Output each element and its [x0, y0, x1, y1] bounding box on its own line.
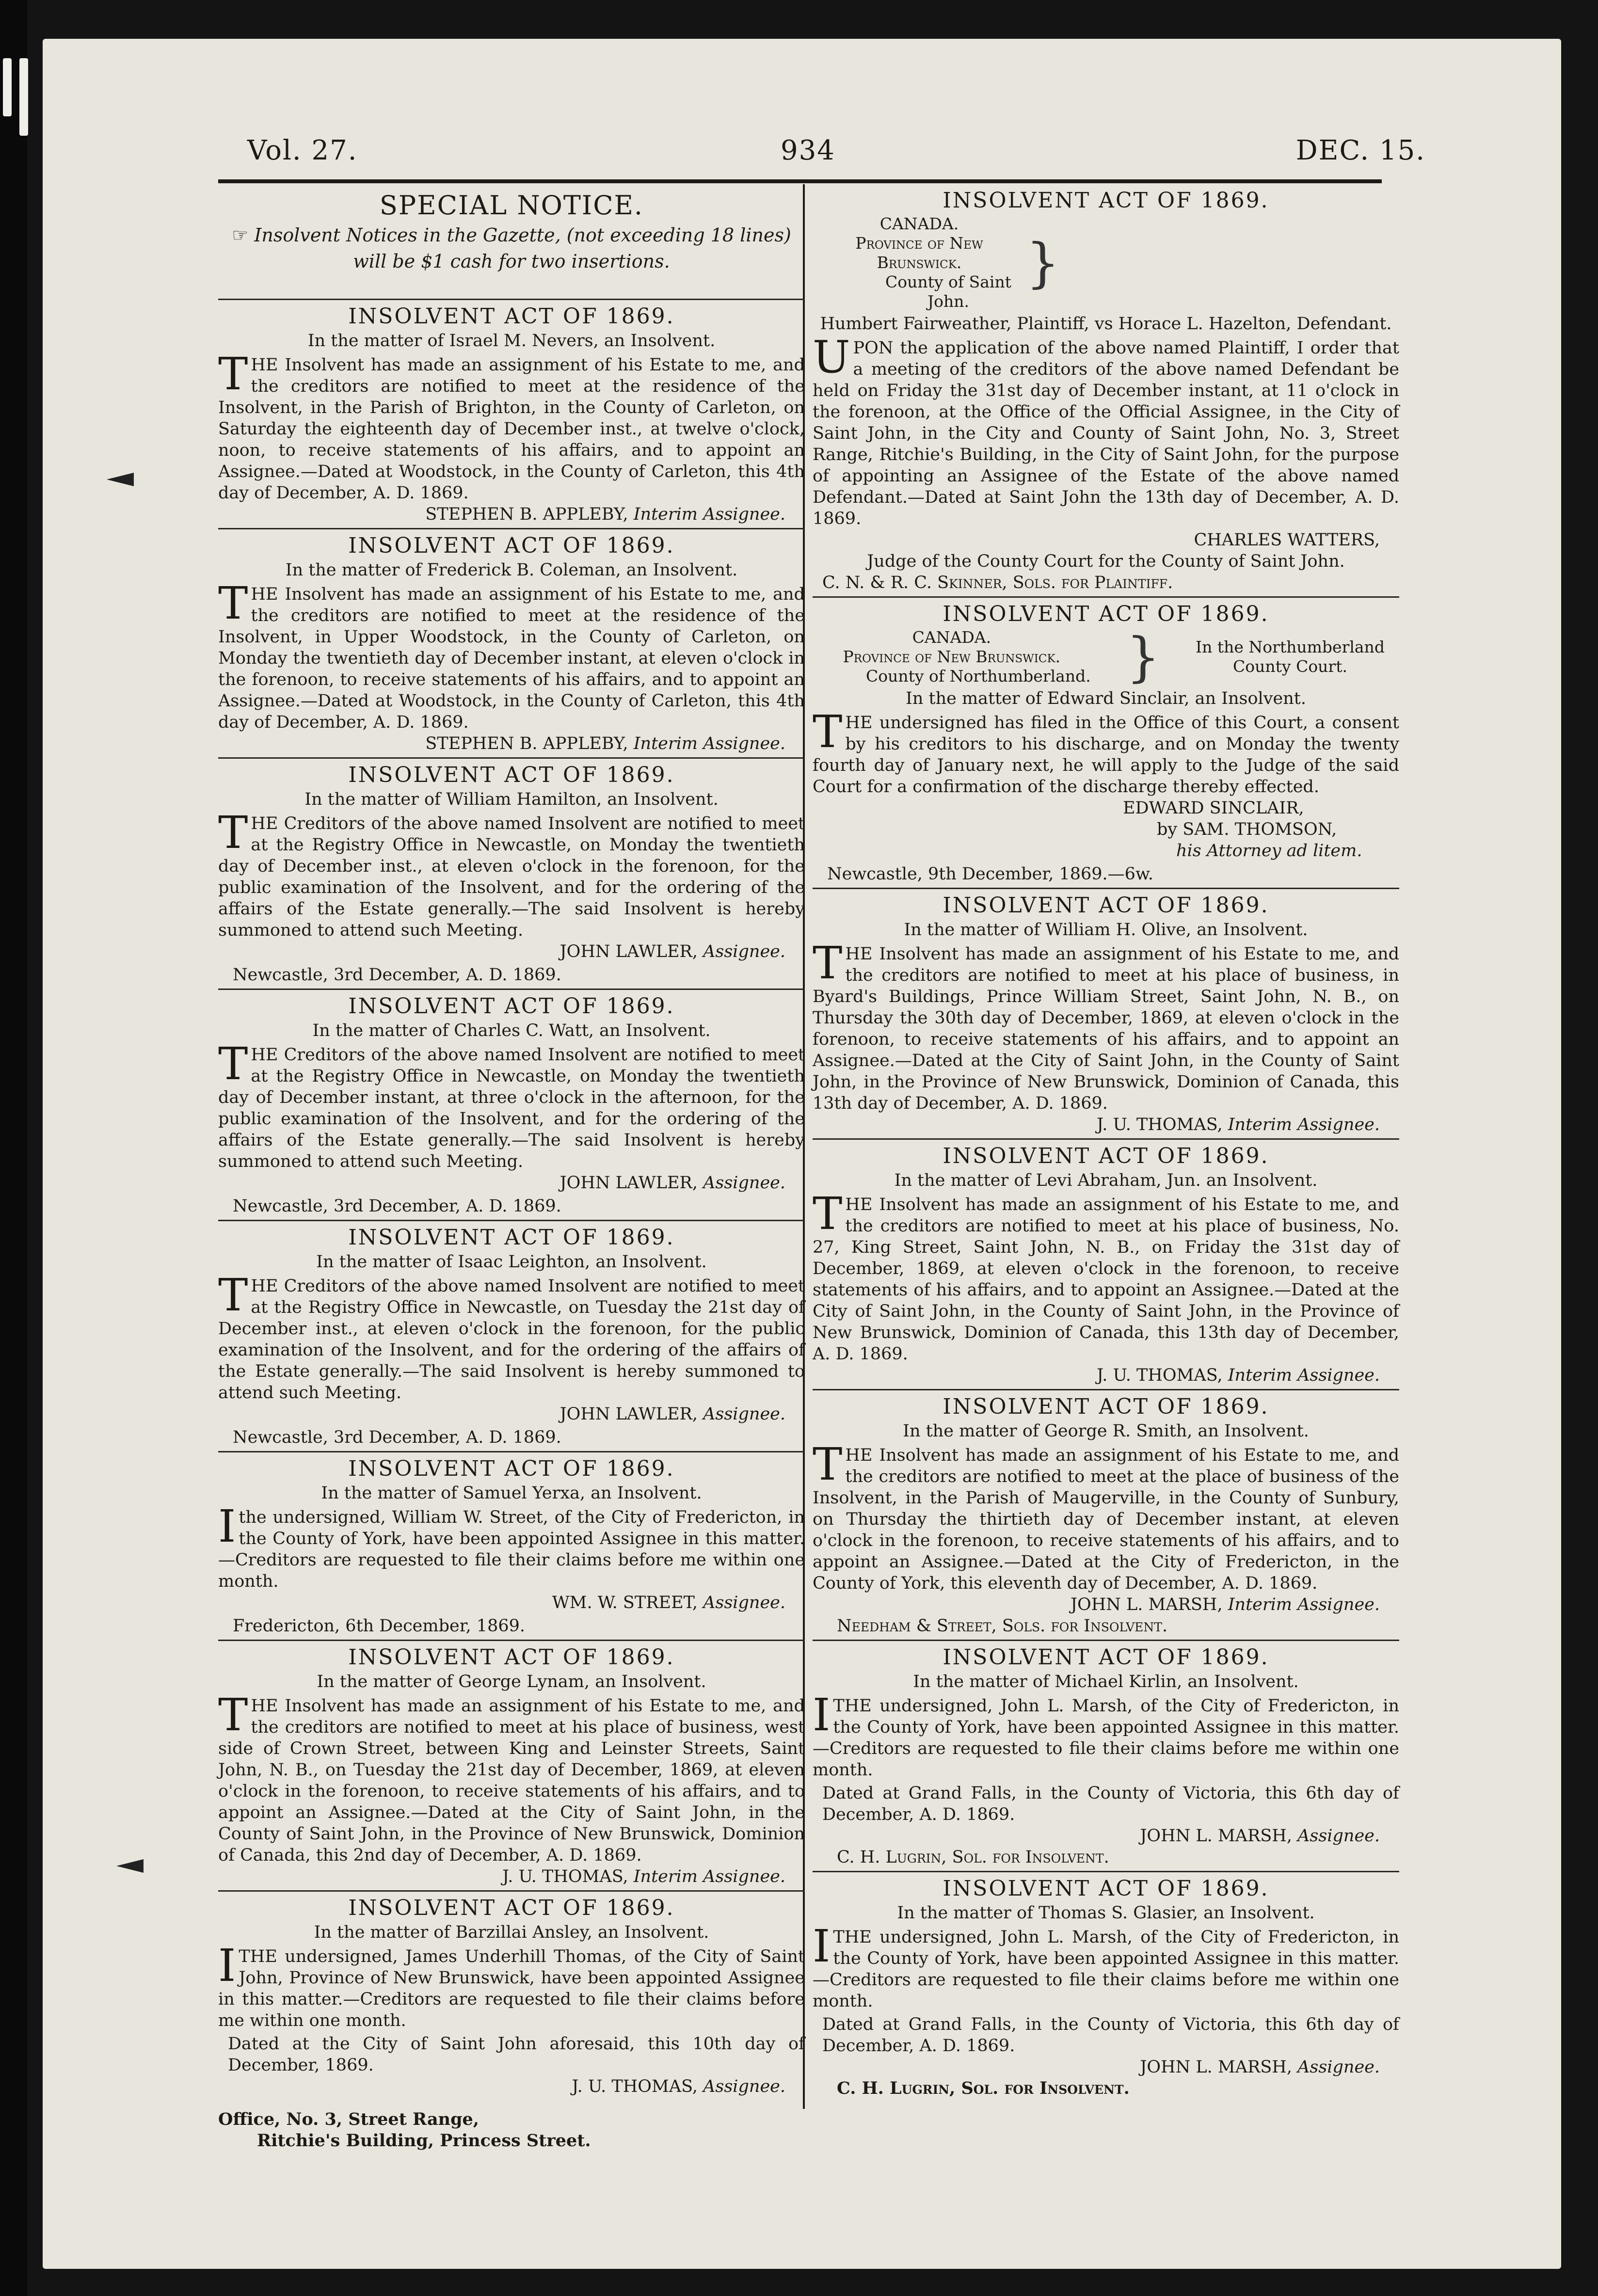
notice-title: INSOLVENT ACT OF 1869. — [943, 188, 1269, 213]
volume-label: Vol. 27. — [247, 135, 358, 166]
notice-matter: In the matter of Michael Kirlin, an Insolvent. — [913, 1672, 1299, 1691]
notice-matter: In the matter of Samuel Yerxa, an Insolvent. — [321, 1483, 702, 1503]
insolvent-notice — [218, 759, 805, 990]
notice-signature: JOHN LAWLER, Assignee. — [559, 1404, 785, 1424]
notice-title: INSOLVENT ACT OF 1869. — [348, 1225, 675, 1250]
notice-signature: JOHN L. MARSH, Assignee. — [1140, 2057, 1380, 2077]
pointing-hand-icon: ☞ — [232, 224, 249, 246]
insolvent-notice — [813, 1641, 1399, 1872]
notice-matter: In the matter of Charles C. Watt, an Insolvent. — [312, 1021, 711, 1040]
notice-signature — [813, 797, 1399, 861]
solicitors-line: Needham & Street, Sols. for Insolvent. — [837, 1616, 1168, 1636]
notice-title: INSOLVENT ACT OF 1869. — [943, 602, 1269, 626]
solicitors-line: C. H. Lugrin, Sol. for Insolvent. — [837, 1848, 1109, 1867]
brace-mark: } — [1126, 626, 1160, 688]
court-name: County Court. — [1233, 657, 1347, 676]
insolvent-notice — [813, 1390, 1399, 1641]
bleed-through-shadow — [213, 2123, 1425, 2230]
special-notice-text: ☞ Insolvent Notices in the Gazette, (not exceeding 18 lines) will be $1 cash for two insertions. — [232, 224, 791, 272]
jurisdiction-label: CANADA. — [912, 628, 991, 647]
notice-signature: WM. W. STREET, Assignee. — [552, 1593, 785, 1612]
special-notice — [218, 190, 805, 300]
notice-dateline: Dated at Grand Falls, in the County of Victoria, this 6th day of December, A. D. 1869. — [822, 1784, 1399, 1824]
notice-body: THE Creditors of the above named Insolvent are notified to meet at the Registry Office in Newcastle, on Tuesday the 21st day of December inst., at eleven o'clock in the forenoon, for the public examination of the Insolvent, and for the ordering of the affairs of the Estate generally.—The said Insolvent is hereby summoned to attend such Meeting. — [218, 1269, 805, 1403]
left-column — [218, 184, 805, 2154]
judge-title: Judge of the County Court for the County of Saint John. — [867, 552, 1345, 571]
insolvent-notice — [813, 1140, 1399, 1390]
notice-signature: CHARLES WATTERS, — [1194, 530, 1380, 550]
notice-matter: In the matter of William H. Olive, an Insolvent. — [904, 920, 1308, 940]
signer-capacity: his Attorney ad litem. — [1176, 841, 1362, 861]
pointer-mark — [107, 473, 134, 486]
notice-dateline: Newcastle, 3rd December, A. D. 1869. — [233, 1196, 561, 1216]
insolvent-notice — [218, 529, 805, 759]
insolvent-notice — [218, 300, 805, 529]
court-caption — [813, 214, 1399, 311]
province-label: Province of New Brunswick. — [855, 234, 983, 272]
notice-body: Ithe undersigned, William W. Street, of the City of Fredericton, in the County of York, have been appointed Assignee in this matter.—Creditors are requested to file their claims before me within one month. — [218, 1500, 805, 1591]
notice-body: THE Creditors of the above named Insolvent are notified to meet at the Registry Office in Newcastle, on Monday the twentieth day of December instant, at three o'clock in the afternoon, for the public examination of the Insolvent, and for the ordering of the affairs of the Estate generally.—The said Insolvent is hereby summoned to attend such Meeting. — [218, 1038, 805, 1171]
page-header — [175, 130, 1425, 183]
notice-dateline: Fredericton, 6th December, 1869. — [233, 1616, 526, 1636]
notice-dateline: Newcastle, 3rd December, A. D. 1869. — [233, 1428, 561, 1447]
notice-title: INSOLVENT ACT OF 1869. — [943, 1394, 1269, 1419]
insolvent-notice — [218, 990, 805, 1221]
notice-matter: In the matter of Isaac Leighton, an Insolvent. — [316, 1252, 707, 1272]
county-label: County of Saint John. — [885, 272, 1011, 311]
office-address-line: Ritchie's Building, Princess Street. — [257, 2131, 591, 2151]
notice-title: INSOLVENT ACT OF 1869. — [348, 533, 675, 558]
brace-mark: } — [1026, 232, 1060, 294]
notice-body: THE Insolvent has made an assignment of his Estate to me, and the creditors are notified to meet at the residence of the Insolvent, in Upper Woodstock, in the County of Carleton, on Monday the twentieth day of December instant, at eleven o'clock in the forenoon, to receive statements of his affairs, and to appoint an Assignee.—Dated at Woodstock, in the County of Carleton, this 4th day of December, A. D. 1869. — [218, 577, 805, 732]
notice-signature: STEPHEN B. APPLEBY, Interim Assignee. — [425, 734, 785, 753]
notice-title: INSOLVENT ACT OF 1869. — [348, 1456, 675, 1481]
signer-name: EDWARD SINCLAIR, — [1123, 798, 1304, 818]
notice-matter: In the matter of Frederick B. Coleman, an Insolvent. — [285, 560, 738, 580]
notice-body: ITHE undersigned, John L. Marsh, of the City of Fredericton, in the County of York, have been appointed Assignee in this matter.—Creditors are requested to file their claims before me within one month. — [813, 1920, 1399, 2011]
court-caption — [813, 628, 1399, 686]
notice-signature: J. U. THOMAS, Interim Assignee. — [1096, 1115, 1380, 1134]
notice-matter: In the matter of Israel M. Nevers, an Insolvent. — [307, 331, 716, 351]
office-address-line: Office, No. 3, Street Range, — [218, 2109, 479, 2129]
province-label: Province of New Brunswick. — [843, 647, 1061, 666]
notice-title: INSOLVENT ACT OF 1869. — [943, 1144, 1269, 1168]
case-parties: Humbert Fairweather, Plaintiff, vs Horace L. Hazelton, Defendant. — [820, 314, 1392, 334]
notice-title: INSOLVENT ACT OF 1869. — [348, 1896, 675, 1920]
right-column — [813, 184, 1399, 2102]
notice-matter: In the matter of Thomas S. Glasier, an Insolvent. — [897, 1903, 1315, 1923]
insolvent-notice — [218, 1892, 805, 2154]
notice-matter: In the matter of Levi Abraham, Jun. an Insolvent. — [894, 1171, 1318, 1190]
notice-signature: J. U. THOMAS, Assignee. — [572, 2077, 785, 2096]
notice-body: THE Insolvent has made an assignment of his Estate to me, and the creditors are notified to meet at the place of business of the Insolvent, in the Parish of Maugerville, in the County of Sunbury, on Thursday the thirtieth day of December instant, at eleven o'clock in the forenoon, to receive statements of his affairs, and to appoint an Assignee.—Dated at the City of Fredericton, in the County of York, this eleventh day of December, A. D. 1869. — [813, 1438, 1399, 1593]
notice-matter: In the matter of Barzillai Ansley, an Insolvent. — [314, 1923, 709, 1942]
notice-dateline: Dated at Grand Falls, in the County of Victoria, this 6th day of December, A. D. 1869. — [822, 2015, 1399, 2056]
notice-signature: JOHN LAWLER, Assignee. — [559, 942, 785, 961]
notice-matter: In the matter of William Hamilton, an Insolvent. — [304, 790, 719, 809]
page-edge — [3, 58, 12, 116]
insolvent-notice — [218, 1221, 805, 1452]
notice-body: THE undersigned has filed in the Office of this Court, a consent by his creditors to his discharge, and on Monday the twenty fourth day of January next, he will apply to the Judge of the said Court for a confirmation of the discharge thereby effected. — [813, 706, 1399, 797]
notice-body: THE Insolvent has made an assignment of his Estate to me, and the creditors are notified to meet at his place of business, west side of Crown Street, between King and Leinster Streets, Saint John, N. B., on Tuesday the 21st day of December, 1869, at eleven o'clock in the forenoon, to receive statements of his affairs, and to appoint an Assignee.—Dated at the City of Saint John, in the County of Saint John, in the Province of New Brunswick, Dominion of Canada, this 2nd day of December, A. D. 1869. — [218, 1689, 805, 1865]
notice-title: INSOLVENT ACT OF 1869. — [348, 304, 675, 329]
notice-body: THE Insolvent has made an assignment of his Estate to me, and the creditors are notified to meet at the residence of the Insolvent, in the Parish of Brighton, in the County of Carleton, on Saturday the eighteenth day of December inst., at twelve o'clock, noon, to receive statements of his affairs, and to appoint an Assignee.—Dated at Woodstock, in the County of Carleton, this 4th day of December, A. D. 1869. — [218, 348, 805, 503]
issue-date: DEC. 15. — [1295, 135, 1425, 166]
insolvent-notice — [813, 1872, 1399, 2102]
notice-signature: J. U. THOMAS, Interim Assignee. — [502, 1867, 785, 1886]
solicitors-line: C. H. Lugrin, Sol. for Insolvent. — [837, 2078, 1130, 2098]
insolvent-notice — [218, 1641, 805, 1892]
court-name: In the Northumberland — [1196, 638, 1385, 656]
notice-signature: J. U. THOMAS, Interim Assignee. — [1096, 1366, 1380, 1385]
notice-matter: In the matter of George R. Smith, an Insolvent. — [903, 1421, 1309, 1441]
notice-title: INSOLVENT ACT OF 1869. — [943, 1645, 1269, 1670]
county-label: County of Northumberland. — [866, 667, 1091, 686]
header-rule — [218, 179, 1382, 183]
notice-signature: JOHN L. MARSH, Interim Assignee. — [1070, 1595, 1380, 1614]
notice-body: THE Insolvent has made an assignment of his Estate to me, and the creditors are notified to meet at his place of business, in Byard's Buildings, Prince William Street, Saint John, N. B., on Thursday the 30th day of December, 1869, at eleven o'clock in the forenoon, to receive statements of his affairs, and to appoint an Assignee.—Dated at the City of Saint John, in the County of Saint John, in the Province of New Brunswick, Dominion of Canada, this 13th day of December, A. D. 1869. — [813, 937, 1399, 1113]
court-order-notice — [813, 184, 1399, 598]
notice-title: INSOLVENT ACT OF 1869. — [943, 893, 1269, 918]
notice-signature: JOHN L. MARSH, Assignee. — [1140, 1826, 1380, 1846]
notice-title: INSOLVENT ACT OF 1869. — [943, 1876, 1269, 1901]
notice-dateline: Newcastle, 3rd December, A. D. 1869. — [233, 965, 561, 985]
notice-body: UPON the application of the above named Plaintiff, I order that a meeting of the creditors of the above named Defendant be held on Friday the 31st day of December instant, at 11 o'clock in the forenoon, at the Office of the Official Assignee, in the City of Saint John, in the City and County of Saint John, No. 3, Street Range, Ritchie's Building, in the City of Saint John, for the purpose of appointing an Assignee of the Estate of the above named Defendant.—Dated at Saint John the 13th day of December, A. D. 1869. — [813, 331, 1399, 528]
notice-body: ITHE undersigned, James Underhill Thomas, of the City of Saint John, Province of New Brunswick, have been appointed Assignee in this matter.—Creditors are requested to file their claims before me within one month. — [218, 1940, 805, 2030]
notice-body: ITHE undersigned, John L. Marsh, of the City of Fredericton, in the County of York, have been appointed Assignee in this matter.—Creditors are requested to file their claims before me within one month. — [813, 1689, 1399, 1780]
notice-title: INSOLVENT ACT OF 1869. — [348, 994, 675, 1019]
page-edge — [19, 58, 28, 136]
notice-matter: In the matter of George Lynam, an Insolvent. — [317, 1672, 706, 1691]
notice-signature: JOHN LAWLER, Assignee. — [559, 1173, 785, 1193]
notice-dateline: Newcastle, 9th December, 1869.—6w. — [827, 864, 1153, 884]
special-notice-heading: SPECIAL NOTICE. — [379, 190, 644, 221]
notice-title: INSOLVENT ACT OF 1869. — [348, 763, 675, 787]
signer-agent: by SAM. THOMSON, — [1157, 820, 1337, 839]
insolvent-notice — [813, 889, 1399, 1140]
court-notice — [813, 598, 1399, 889]
solicitors-line: C. N. & R. C. Skinner, Sols. for Plaintiff. — [822, 573, 1173, 592]
page-number: 934 — [781, 135, 835, 166]
notice-body: THE Insolvent has made an assignment of his Estate to me, and the creditors are notified to meet at his place of business, No. 27, King Street, Saint John, N. B., on Friday the 31st day of December, 1869, at eleven o'clock in the forenoon, to receive statements of his affairs, and to appoint an Assignee.—Dated at the City of Saint John, in the County of Saint John, in the Province of New Brunswick, Dominion of Canada, this 13th day of December, A. D. 1869. — [813, 1188, 1399, 1364]
notice-dateline: Dated at the City of Saint John aforesaid, this 10th day of December, 1869. — [228, 2034, 805, 2075]
notice-signature: STEPHEN B. APPLEBY, Interim Assignee. — [425, 505, 785, 524]
insolvent-notice — [218, 1452, 805, 1641]
notice-title: INSOLVENT ACT OF 1869. — [348, 1645, 675, 1670]
jurisdiction-label: CANADA. — [879, 214, 959, 233]
notice-body: THE Creditors of the above named Insolvent are notified to meet at the Registry Office in Newcastle, on Monday the twentieth day of December inst., at eleven o'clock in the forenoon, for the public examination of the Insolvent, and for the ordering of the affairs of the Estate generally.—The said Insolvent is hereby summoned to attend such Meeting. — [218, 807, 805, 940]
book-binding — [0, 0, 27, 2296]
pointer-mark — [116, 1859, 144, 1873]
notice-matter: In the matter of Edward Sinclair, an Insolvent. — [906, 689, 1306, 708]
